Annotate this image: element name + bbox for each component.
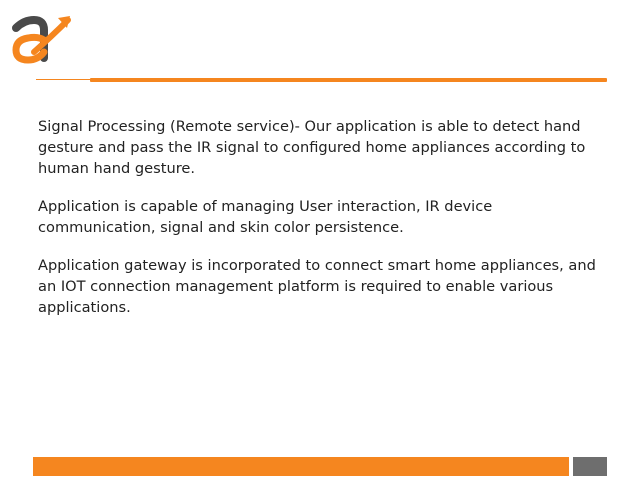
body-paragraph: Signal Processing (Remote service)- Our application is able to detect hand gesture and pass the IR signal to configured home appliances according to human hand gesture. (38, 118, 586, 177)
brand-a-logo-icon (4, 8, 74, 70)
header-rule (90, 78, 607, 82)
body-paragraph: Application is capable of managing User interaction, IR device communication, signal and skin color persistence. (38, 198, 493, 236)
footer-page-box (573, 457, 607, 476)
body-paragraph: Application gateway is incorporated to connect smart home appliances, and an IOT connection management platform is required to enable various applications. (38, 257, 596, 316)
slide-body (38, 116, 598, 335)
footer-bar (33, 457, 569, 476)
